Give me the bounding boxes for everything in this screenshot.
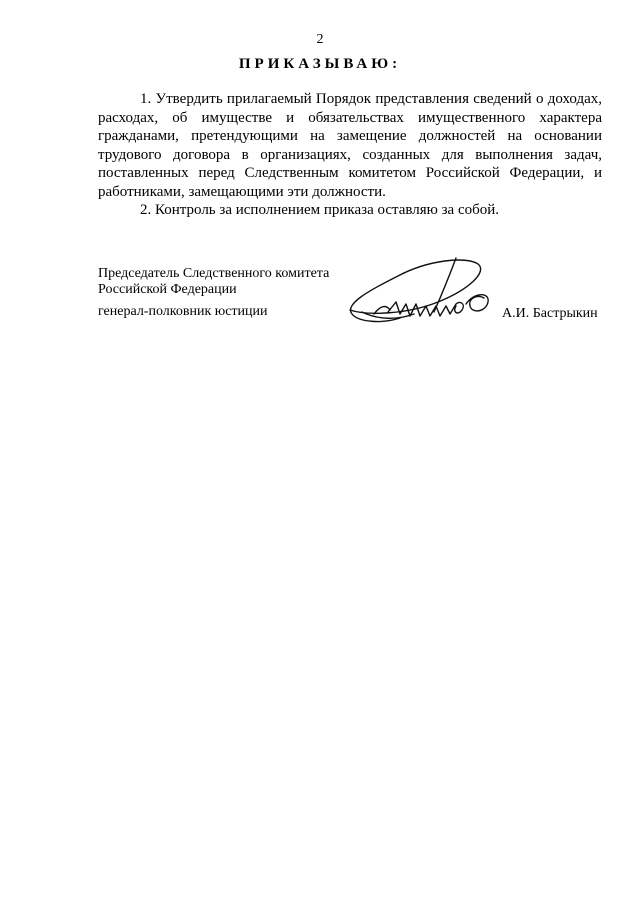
order-body (98, 90, 602, 220)
page-number: 2 (316, 32, 324, 47)
position-line-1: Председатель Следственного комитета (98, 266, 330, 281)
signatory-name: А.И. Бастрыкин (502, 306, 598, 321)
signatory-rank: генерал-полковник юстиции (98, 304, 268, 319)
order-heading: ПРИКАЗЫВАЮ: (238, 56, 402, 72)
handwritten-signature (338, 254, 508, 334)
paragraph-2: 2. Контроль за исполнением приказа оставляю за собой. (140, 202, 500, 218)
paragraph-1: 1. Утвердить прилагаемый Порядок представления сведений о доходах, расходах, об имуществе и обязательствах имущественного характера гражданами, претендующими на замещение должностей на основании трудового договора в организациях, созданных для выполнения задач, поставленных перед Следственным комитетом Российской Федерации, и работниками, замещающими эти должности. (98, 91, 602, 200)
position-line-2: Российской Федерации (98, 282, 237, 297)
